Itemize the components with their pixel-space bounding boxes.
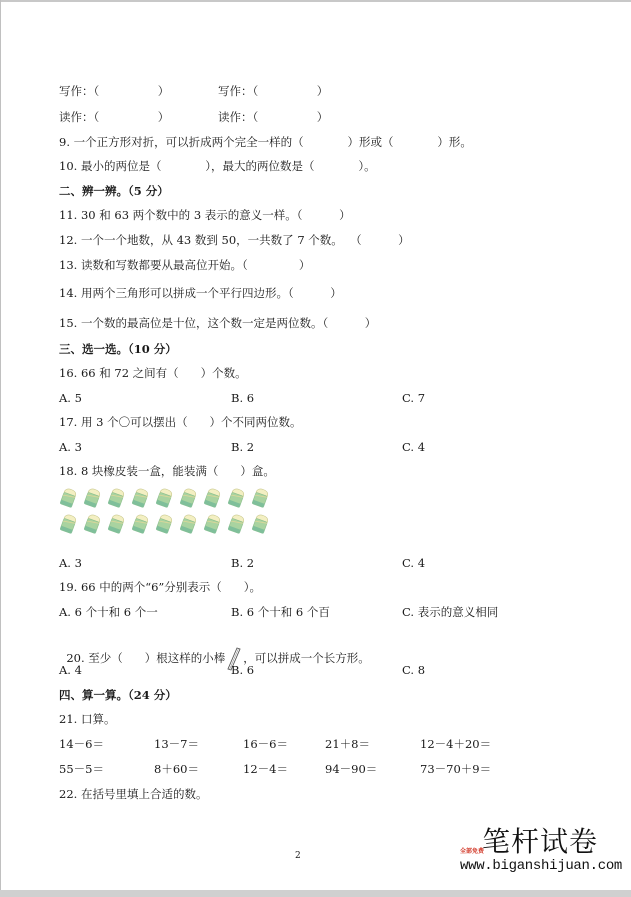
read-field-left: 读作：（ ） — [59, 110, 170, 124]
q16-option-a: A. 5 — [59, 391, 82, 405]
eraser-icon — [82, 488, 103, 510]
section-heading-calculate: 四、算一算。（24 分） — [59, 688, 177, 702]
q17-option-c: C. 4 — [402, 440, 426, 454]
watermark-tagline: 全部免费 — [460, 848, 485, 855]
calc-item: 12－4＝ — [243, 762, 288, 776]
q17-option-b: B. 2 — [231, 440, 255, 454]
q18-option-c: C. 4 — [402, 556, 426, 570]
watermark-url: www.biganshijuan.com — [460, 858, 623, 874]
read-field-right: 读作：（ ） — [218, 110, 329, 124]
eraser-illustration — [58, 488, 271, 540]
eraser-row — [58, 488, 271, 510]
eraser-icon — [202, 514, 223, 536]
question-14: 14. 用两个三角形可以拼成一个平行四边形。（ ） — [59, 286, 342, 300]
section-heading-judge: 二、辨一辨。（5 分） — [59, 184, 169, 198]
question-20 — [59, 633, 370, 671]
question-12: 12. 一个一个地数，从 43 数到 50，一共数了 7 个数。 （ ） — [59, 233, 410, 247]
question-9: 9. 一个正方形对折，可以折成两个完全一样的（ ）形或（ ）形。 — [59, 135, 472, 149]
write-field-left: 写作：（ ） — [59, 84, 170, 98]
calc-item: 8＋60＝ — [154, 762, 199, 776]
question-17: 17. 用 3 个〇可以摆出（ ）个不同两位数。 — [59, 415, 302, 429]
question-13: 13. 读数和写数都要从最高位开始。（ ） — [59, 258, 311, 272]
eraser-icon — [58, 488, 79, 510]
section-heading-choose: 三、选一选。（10 分） — [59, 342, 177, 356]
question-15: 15. 一个数的最高位是十位，这个数一定是两位数。（ ） — [59, 316, 377, 330]
page-border-left — [0, 0, 1, 897]
calc-item: 14－6＝ — [59, 737, 104, 751]
q19-option-b: B. 6 个十和 6 个百 — [231, 605, 330, 619]
write-field-right: 写作：（ ） — [218, 84, 329, 98]
q16-option-b: B. 6 — [231, 391, 255, 405]
eraser-icon — [226, 514, 247, 536]
calc-item: 73－70＋9＝ — [420, 762, 492, 776]
watermark-brand: 笔杆试卷 — [482, 825, 599, 858]
q18-option-a: A. 3 — [59, 556, 82, 570]
eraser-row — [58, 514, 271, 536]
question-18: 18. 8 块橡皮装一盒，能装满（ ）盒。 — [59, 464, 275, 478]
page-number: 2 — [295, 851, 301, 861]
eraser-icon — [178, 488, 199, 510]
eraser-icon — [154, 514, 175, 536]
eraser-icon — [250, 514, 271, 536]
eraser-icon — [106, 488, 127, 510]
eraser-icon — [58, 514, 79, 536]
calc-item: 16－6＝ — [243, 737, 288, 751]
eraser-icon — [178, 514, 199, 536]
question-22: 22. 在括号里填上合适的数。 — [59, 787, 208, 801]
q20-option-b: B. 6 — [231, 663, 255, 677]
calc-item: 13－7＝ — [154, 737, 199, 751]
page-border-top — [0, 0, 631, 2]
page-border-bottom — [0, 890, 631, 897]
eraser-icon — [250, 488, 271, 510]
q20-text-before: 20. 至少（ ）根这样的小棒 — [66, 651, 226, 665]
q19-option-c: C. 表示的意义相同 — [402, 605, 499, 619]
question-19: 19. 66 中的两个“6”分别表示（ ）。 — [59, 580, 261, 594]
calc-item: 55－5＝ — [59, 762, 104, 776]
eraser-icon — [202, 488, 223, 510]
eraser-icon — [82, 514, 103, 536]
q16-option-c: C. 7 — [402, 391, 426, 405]
eraser-icon — [154, 488, 175, 510]
question-16: 16. 66 和 72 之间有（ ）个数。 — [59, 366, 247, 380]
eraser-icon — [130, 488, 151, 510]
question-10: 10. 最小的两位是（ ），最大的两位数是（ ）。 — [59, 159, 376, 173]
q20-option-c: C. 8 — [402, 663, 426, 677]
q20-text-after: ，可以拼成一个长方形。 — [243, 651, 370, 665]
eraser-icon — [130, 514, 151, 536]
q18-option-b: B. 2 — [231, 556, 255, 570]
eraser-icon — [106, 514, 127, 536]
calc-item: 94－90＝ — [325, 762, 378, 776]
question-21: 21. 口算。 — [59, 712, 116, 726]
calc-item: 12－4＋20＝ — [420, 737, 492, 751]
q19-option-a: A. 6 个十和 6 个一 — [59, 605, 158, 619]
question-11: 11. 30 和 63 两个数中的 3 表示的意义一样。（ ） — [59, 208, 351, 222]
q20-option-a: A. 4 — [59, 663, 82, 677]
q17-option-a: A. 3 — [59, 440, 82, 454]
calc-item: 21＋8＝ — [325, 737, 370, 751]
eraser-icon — [226, 488, 247, 510]
